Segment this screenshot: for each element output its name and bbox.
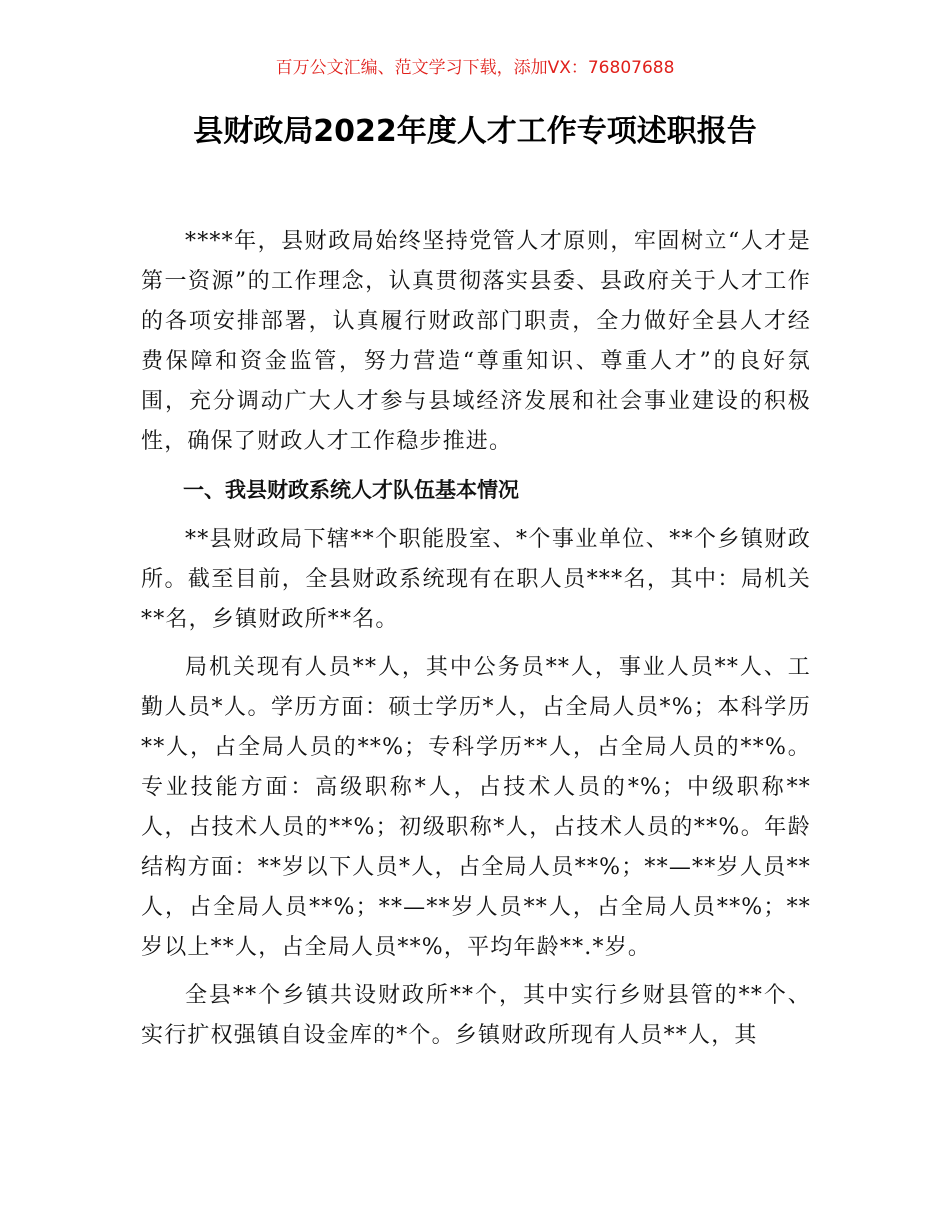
document-title: 县财政局2022年度人才工作专项述职报告 [193, 114, 757, 149]
paragraph-bureau-staff: 局机关现有人员**人，其中公务员**人，事业人员**人、工勤人员*人。学历方面：硕士学历*人，占全局人员*%；本科学历**人，占全局人员的**%；专科学历**人，占全局人员的**%。专业技能方面：高级职称*人，占技术人员的*%；中级职称**人，占技术人员的**%；初级职称*人，占技术人员的**%。年龄结构方面：**岁以下人员*人，占全局人员**%；**—**岁人员**人，占全局人员**%；**—**岁人员**人，占全局人员**%；**岁以上**人，占全局人员**%，平均年龄**.*岁。 [141, 655, 811, 960]
section-heading-1: 一、我县财政系统人才队伍基本情况 [183, 478, 519, 502]
paragraph-township-offices: 全县**个乡镇共设财政所**个，其中实行乡财县管的**个、实行扩权强镇自设金库的*个。乡镇财政所现有人员**人，其 [141, 983, 811, 1048]
paragraph-overview: **县财政局下辖**个职能股室、*个事业单位、**个乡镇财政所。截至目前，全县财政系统现有在职人员***名，其中：局机关**名，乡镇财政所**名。 [141, 527, 811, 632]
watermark-header: 百万公文汇编、范文学习下载，添加VX：76807688 [275, 58, 675, 78]
document-body [141, 222, 811, 1064]
paragraph-intro: ****年，县财政局始终坚持党管人才原则，牢固树立“人才是第一资源”的工作理念，认真贯彻落实县委、县政府关于人才工作的各项安排部署，认真履行财政部门职责，全力做好全县人才经费保障和资金监管，努力营造“尊重知识、尊重人才”的良好氛围，充分调动广大人才参与县域经济发展和社会事业建设的积极性，确保了财政人才工作稳步推进。 [141, 229, 811, 454]
